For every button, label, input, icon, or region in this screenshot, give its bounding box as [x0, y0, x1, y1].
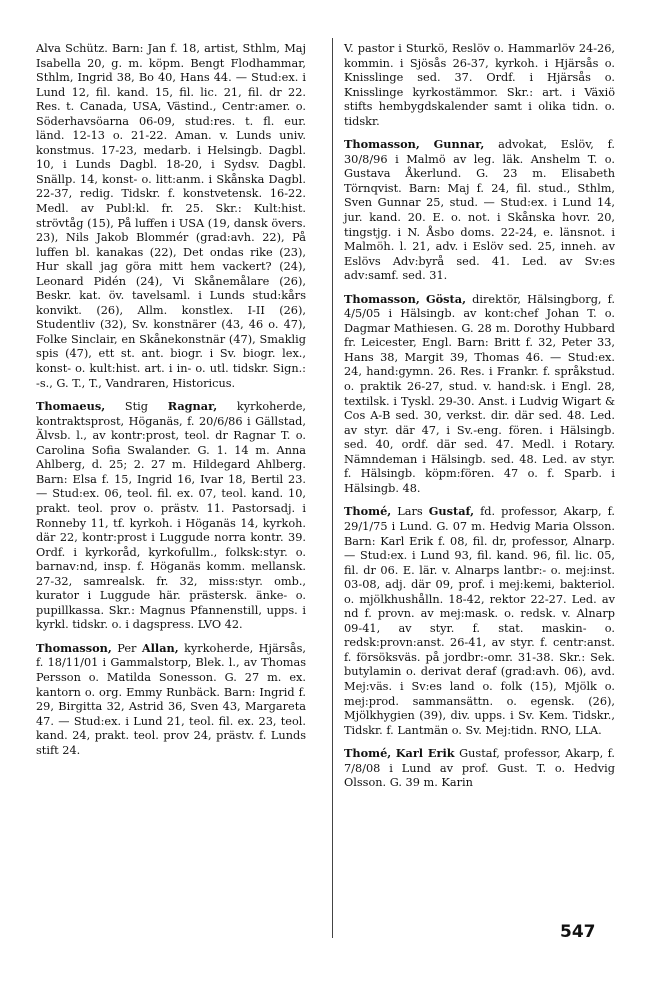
entry-surname: Thomé, — [344, 746, 392, 761]
entry-given-name: Gustaf, — [428, 504, 475, 519]
right-column — [344, 42, 615, 799]
entry-thome-karl-erik — [344, 746, 615, 791]
entry-text: direktör, Hälsingborg, f. 4/5/05 i Hälsingb. av kont:chef Johan T. o. Dagmar Mathiesen. G. 28 m. Dorothy Hubbard fr. Leicester, Engl. Barn: Britt f. 32, Peter 33, Hans 38, Margit 39, Thomas 46. — Stud:ex. 24, hand:gymn. 26. Res. i Frankr. f. språkstud. o. praktik 26-27, stud. v. hand:sk. i Engl. 28, textilsk. i Tyskl. 29-30. Anst. i Ludvig Wigart & Cos A-B sed. 30, verkst. dir. där sed. 48. Led. av styr. där 47, i Sv.-eng. fören. i Hälsingb. sed. 40, ordf. där sed. 47. Medl. i Rotary. Nämndeman i Hälsingb. sed. 48. Led. av styr. f. Hälsingb. köpm:fören. 47 o. f. Sparb. i Hälsingb. 48. — [344, 292, 616, 495]
entry-thomasson-per-allan — [36, 641, 306, 758]
entry-surname: Thomasson, — [344, 291, 420, 306]
entry-forename: Lars — [397, 505, 423, 519]
entry-thomasson-gunnar — [344, 137, 615, 283]
column-divider — [332, 38, 333, 938]
entry-given-name: Allan, — [141, 640, 179, 655]
entry-given-name: Ragnar, — [167, 399, 218, 414]
entry-continuation — [344, 42, 615, 129]
entry-text: fd. professor, Akarp, f. 29/1/75 i Lund. G. 07 m. Hedvig Maria Olsson. Barn: Karl Erik f. 08, fil. dr, professor, Alnarp. — Stud:ex. i Lund 93, fil. kand. 96, fil. lic. 05, fil. dr 06. E. lär. v. Alnarps lantbr:- o. mej:inst. 03-08, adj. där 09, prof. i mej:kemi, bakteriol. o. mjölkhushålln. 18-42, rektor 22-27. Led. av nd f. provn. av mej:mask. o. redsk. v. Alnarp 09-41, av styr. f. stat. maskin- o. redsk:provn:anst. 26-41, av styr. f. centr:anst. f. försöksväs. på jordbr:-omr. 31-38. Skr.: Sek. butylamin o. derivat deraf (grad:avh. 06), avd. Mej:väs. i Sv:es land o. folk (15), Mjölk o. mej:prod. sammansättn. o. egensk. (26), Mjölkhygien (39), div. upps. i Sv. Kem. Tidskr., Tidskr. f. Lantmän o. Sv. Mej:tidn. RNO, LLA. — [344, 505, 616, 737]
entry-surname: Thomaeus, — [36, 399, 106, 414]
entry-text: kyrkoherde, Hjärsås, f. 18/11/01 i Gammalstorp, Blek. l., av Thomas Persson o. Matilda Sonesson. G. 27 m. ex. kantorn o. org. Emmy Runbäck. Barn: Ingrid f. 29, Birgitta 32, Astrid 36, Sven 43, Margareta 47. — Stud:ex. i Lund 21, teol. fil. ex. 23, teol. kand. 24, prakt. teol. prov 24, prästv. f. Lunds stift 24. — [36, 641, 307, 757]
left-column — [36, 42, 306, 766]
entry-thomasson-gosta — [344, 292, 615, 497]
page-number: 547 — [560, 922, 596, 942]
entry-thomaeus-stig-ragnar — [36, 399, 306, 633]
entry-text: kyrkoherde, kontraktsprost, Höganäs, f. 20/6/86 i Gällstad, Älvsb. l., av kontr:prost, teol. dr Ragnar T. o. Carolina Sofia Swalander. G. 1. 14 m. Anna Ahlberg, d. 25; 2. 27 m. Hildegard Ahlberg. Barn: Elsa f. 15, Ingrid 16, Ivar 18, Bertil 23. — Stud:ex. 06, teol. fil. ex. 07, teol. kand. 10, prakt. teol. prov o. prästv. 11. Pastorsadj. i Ronneby 11, tf. kyrkoh. i Höganäs 14, kyrkoh. där 22, kontr:prost i Luggude norra kontr. 39. Ordf. i kyrkoråd, kyrkofullm., folksk:styr. o. barnav:nd, insp. f. Höganäs komm. mellansk. 27-32, samrealsk. fr. 32, miss:styr. omb., kurator i Luggude här. prästersk. änke- o. pupillkassa. Skr.: Magnus Pfannenstill, upps. i kyrkl. tidskr. o. i dagspress. LVO 42. — [36, 400, 307, 632]
entry-forename: Stig — [124, 400, 148, 414]
entry-text: Alva Schütz. Barn: Jan f. 18, artist, Sthlm, Maj Isabella 20, g. m. köpm. Bengt Flodhammar, Sthlm, Ingrid 38, Bo 40, Hans 44. — Stud:ex. i Lund 12, fil. kand. 15, fil. lic. 21, fil. dr 22. Res. t. Canada, USA, Västind., Centr:amer. o. Söderhavsöarna 06-09, stud:res. t. fl. eur. länd. 12-13 o. 21-22. Aman. v. Lunds univ. konstmus. 17-23, medarb. i Helsingb. Dagbl. 10, i Lunds Dagbl. 18-20, i Sydsv. Dagbl. Snällp. 14, konst- o. litt:anm. i Skånska Dagbl. 22-37, redig. Tidskr. f. konstvetensk. 16-22. Medl. av Publ:kl. fr. 25. Skr.: Kult:hist. strövtåg (15), På luffen i USA (19, dansk övers. 23), Nils Jakob Blommér (grad:avh. 22), På luffen bl. kanakas (22), Det ondas rike (23), Hur skall jag göra mitt hem vackert? (24), Leonard Pidén (24), Vi Skånemålare (26), Beskr. kat. öv. tavelsaml. i Lunds stud:kårs konvikt. (26), Allm. konstlex. I-II (26), Studentliv (32), Sv. konstnärer (43, 46 o. 47), Folke Sinclair, en Skånekonstnär (47), Smaklig spis (47), ett st. ant. biogr. i Sv. biogr. lex., konst- o. kult:hist. art. i in- o. utl. tidskr. Sign.: -s., G. T., T., Vandraren, Historicus. — [36, 42, 306, 390]
entry-text: V. pastor i Sturkö, Reslöv o. Hammarlöv 24-26, kommin. i Sjösås 26-37, kyrkoh. i Hjärsås o. Knisslinge sed. 37. Ordf. i Hjärsås o. Knisslinge kyrkostämmor. Skr.: art. i Växiö stifts hembygdskalender samt i olika tidn. o. tidskr. — [344, 42, 615, 128]
entry-continuation — [36, 42, 306, 391]
entry-forename: Per — [117, 641, 137, 655]
entry-surname: Thomasson, — [344, 137, 420, 152]
entry-given-name: Karl Erik — [395, 746, 455, 761]
entry-surname: Thomasson, — [36, 640, 112, 655]
entry-text: Gustaf, professor, Akarp, f. 7/8/08 i Lund av prof. Gust. T. o. Hedvig Olsson. G. 39 m. Karin — [344, 747, 616, 790]
entry-text: advokat, Eslöv, f. 30/8/96 i Malmö av leg. läk. Anshelm T. o. Gustava Åkerlund. G. 23 m. Elisabeth Törnqvist. Barn: Maj f. 24, fil. stud., Sthlm, Sven Gunnar 25, stud. — Stud:ex. i Lund 14, jur. kand. 20. E. o. not. i Skånska hovr. 20, tingstjg. i N. Åsbo doms. 22-24, e. länsnot. i Malmöh. l. 21, adv. i Eslöv sed. 25, inneh. av Eslövs Adv:byrå sed. 41. Led. av Sv:es adv:samf. sed. 31. — [344, 138, 616, 283]
entry-thome-lars-gustaf — [344, 504, 615, 738]
entry-surname: Thomé, — [344, 504, 392, 519]
entry-given-name: Gösta, — [425, 291, 466, 306]
entry-given-name: Gunnar, — [433, 137, 485, 152]
